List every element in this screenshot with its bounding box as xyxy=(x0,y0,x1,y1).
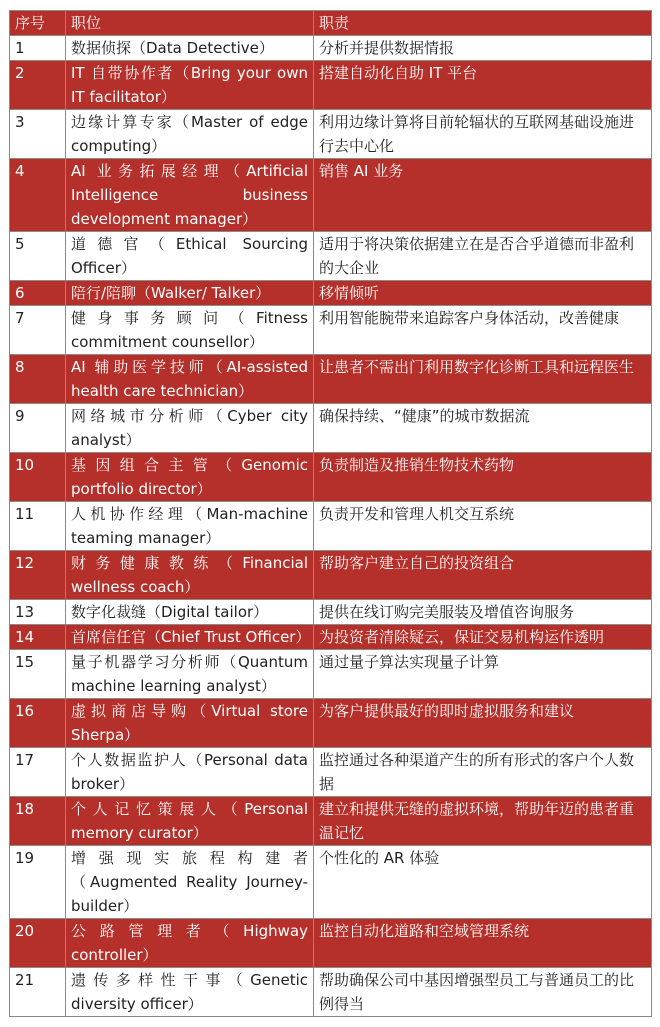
row-duty: 提供在线订购完美服装及增值咨询服务 xyxy=(314,600,652,625)
table-row xyxy=(10,355,652,404)
table-row xyxy=(10,551,652,600)
row-num: 8 xyxy=(10,355,66,404)
row-num: 10 xyxy=(10,453,66,502)
row-num: 11 xyxy=(10,502,66,551)
table-row xyxy=(10,110,652,159)
row-title: 个人数据监护人（Personal data broker） xyxy=(66,748,314,797)
row-num: 3 xyxy=(10,110,66,159)
row-duty: 为客户提供最好的即时虚拟服务和建议 xyxy=(314,699,652,748)
row-duty: 利用智能腕带来追踪客户身体活动，改善健康 xyxy=(314,306,652,355)
row-duty: 确保持续、“健康”的城市数据流 xyxy=(314,404,652,453)
row-title: AI 辅助医学技师（AI-assisted health care technician） xyxy=(66,355,314,404)
row-num: 1 xyxy=(10,36,66,61)
table-row xyxy=(10,625,652,650)
table-row xyxy=(10,699,652,748)
row-num: 16 xyxy=(10,699,66,748)
row-title: 量子机器学习分析师（Quantum machine learning analyst） xyxy=(66,650,314,699)
row-duty: 通过量子算法实现量子计算 xyxy=(314,650,652,699)
table-row xyxy=(10,797,652,846)
header-title: 职位 xyxy=(66,11,314,36)
row-title: 财务健康教练（Financial wellness coach） xyxy=(66,551,314,600)
row-num: 7 xyxy=(10,306,66,355)
row-title: AI 业务拓展经理（Artificial Intelligence business development manager） xyxy=(66,159,314,232)
row-duty: 帮助确保公司中基因增强型员工与普通员工的比例得当 xyxy=(314,968,652,1017)
table-row xyxy=(10,846,652,919)
row-duty: 分析并提供数据情报 xyxy=(314,36,652,61)
row-num: 14 xyxy=(10,625,66,650)
row-title: 数据侦探（Data Detective） xyxy=(66,36,314,61)
table-row xyxy=(10,159,652,232)
row-num: 5 xyxy=(10,232,66,281)
table-row xyxy=(10,61,652,110)
row-title: 健身事务顾问（Fitness commitment counsellor） xyxy=(66,306,314,355)
table-row xyxy=(10,36,652,61)
table-row xyxy=(10,453,652,502)
row-title: 陪行/陪聊（Walker/ Talker） xyxy=(66,281,314,306)
row-title: 遗传多样性干事（Genetic diversity officer） xyxy=(66,968,314,1017)
table-row xyxy=(10,232,652,281)
row-num: 9 xyxy=(10,404,66,453)
row-title: 个人记忆策展人（Personal memory curator） xyxy=(66,797,314,846)
table-row xyxy=(10,919,652,968)
table-row xyxy=(10,281,652,306)
row-title: 首席信任官（Chief Trust Officer） xyxy=(66,625,314,650)
row-num: 6 xyxy=(10,281,66,306)
row-duty: 销售 AI 业务 xyxy=(314,159,652,232)
row-title: 基因组合主管（Genomic portfolio director） xyxy=(66,453,314,502)
row-duty: 适用于将决策依据建立在是否合乎道德而非盈利的大企业 xyxy=(314,232,652,281)
row-num: 13 xyxy=(10,600,66,625)
row-title: 公路管理者（Highway controller） xyxy=(66,919,314,968)
row-title: 数字化裁缝（Digital tailor） xyxy=(66,600,314,625)
row-duty: 个性化的 AR 体验 xyxy=(314,846,652,919)
row-num: 12 xyxy=(10,551,66,600)
table-row xyxy=(10,404,652,453)
row-duty: 监控通过各种渠道产生的所有形式的客户个人数据 xyxy=(314,748,652,797)
row-num: 2 xyxy=(10,61,66,110)
row-num: 17 xyxy=(10,748,66,797)
row-duty: 负责开发和管理人机交互系统 xyxy=(314,502,652,551)
row-num: 19 xyxy=(10,846,66,919)
row-num: 20 xyxy=(10,919,66,968)
row-num: 18 xyxy=(10,797,66,846)
row-title: 道德官（Ethical Sourcing Officer） xyxy=(66,232,314,281)
row-duty: 监控自动化道路和空域管理系统 xyxy=(314,919,652,968)
row-title: 网络城市分析师（Cyber city analyst） xyxy=(66,404,314,453)
table-row xyxy=(10,748,652,797)
table-header-row xyxy=(10,11,652,36)
row-title: IT 自带协作者（Bring your own IT facilitator） xyxy=(66,61,314,110)
row-num: 4 xyxy=(10,159,66,232)
row-duty: 帮助客户建立自己的投资组合 xyxy=(314,551,652,600)
row-duty: 移情倾听 xyxy=(314,281,652,306)
row-duty: 让患者不需出门利用数字化诊断工具和远程医生 xyxy=(314,355,652,404)
table-row xyxy=(10,968,652,1017)
table-row xyxy=(10,600,652,625)
row-duty: 为投资者清除疑云，保证交易机构运作透明 xyxy=(314,625,652,650)
header-duty: 职责 xyxy=(314,11,652,36)
row-title: 人机协作经理（Man-machine teaming manager） xyxy=(66,502,314,551)
row-num: 15 xyxy=(10,650,66,699)
row-duty: 建立和提供无缝的虚拟环境，帮助年迈的患者重温记忆 xyxy=(314,797,652,846)
row-duty: 利用边缘计算将目前轮辐状的互联网基础设施进行去中心化 xyxy=(314,110,652,159)
table-row xyxy=(10,306,652,355)
table-row xyxy=(10,502,652,551)
row-num: 21 xyxy=(10,968,66,1017)
row-duty: 负责制造及推销生物技术药物 xyxy=(314,453,652,502)
row-title: 虚拟商店导购（Virtual store Sherpa） xyxy=(66,699,314,748)
row-duty: 搭建自动化自助 IT 平台 xyxy=(314,61,652,110)
row-title: 边缘计算专家（Master of edge computing） xyxy=(66,110,314,159)
header-num: 序号 xyxy=(10,11,66,36)
row-title: 增强现实旅程构建者（Augmented Reality Journey-builder） xyxy=(66,846,314,919)
table-row xyxy=(10,650,652,699)
jobs-table xyxy=(9,10,652,1017)
